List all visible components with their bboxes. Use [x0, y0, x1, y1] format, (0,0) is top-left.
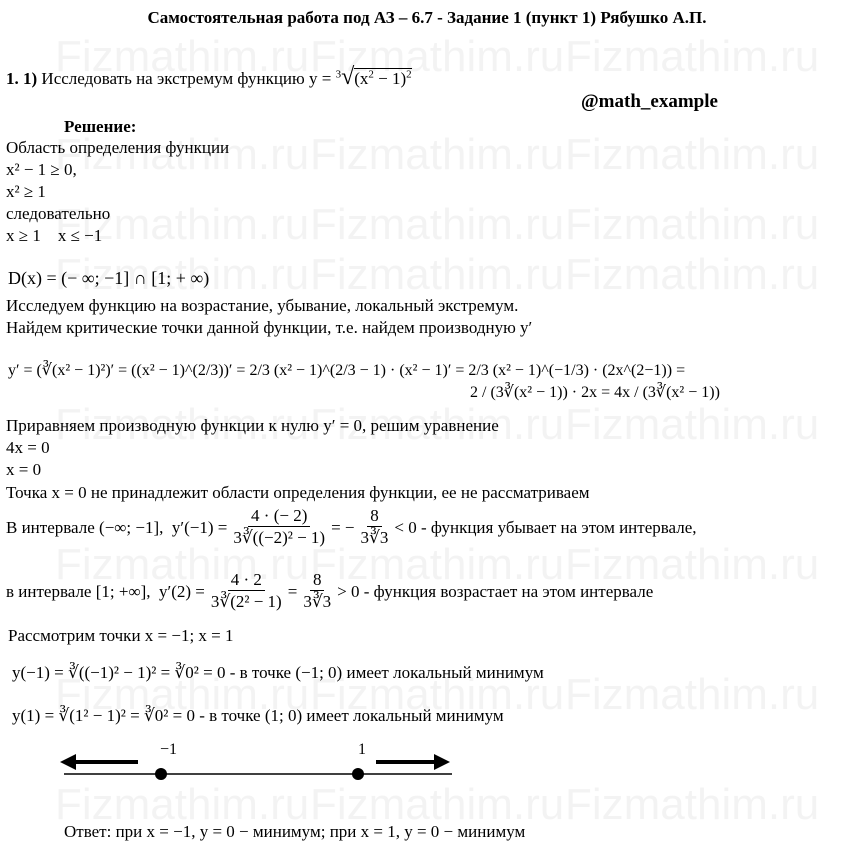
derivative-lhs: y′ =: [8, 362, 33, 379]
page-title: Самостоятельная работа под АЗ – 6.7 - Задание 1 (пункт 1) Рябушко А.П.: [147, 8, 707, 27]
point-one: [352, 768, 364, 780]
interval-2-num-2: 8: [310, 570, 325, 591]
interval-2-label: в интервале [1; +∞],: [6, 581, 151, 601]
consider-points-text: Рассмотрим точки x = −1; x = 1: [8, 626, 234, 645]
watermark: [565, 32, 819, 82]
derivative-step-2: 2/3 (x² − 1)^(2/3 − 1) · (x² − 1)′ = 2/3 (x² − 1)^(−1/3) · (2x^(2−1)) =: [249, 362, 686, 379]
derivative-line-2: [470, 384, 720, 402]
interval-2-den-2: 3∛3: [303, 592, 332, 612]
derivative-step-3: 2 / (3∛(x² − 1)) · 2x = 4x / (3∛(x² − 1)): [470, 384, 720, 401]
interval-2-fraction: [208, 570, 285, 613]
watermark: [310, 130, 564, 180]
task-text: Исследовать на экстремум функцию y =: [41, 69, 336, 88]
point-2-calc: y(1) = ∛(1² − 1)² = ∛0² = 0: [12, 706, 195, 725]
eq-1: 4x = 0: [6, 438, 50, 457]
channel-tag: @math_example: [581, 91, 718, 112]
derivative-line: [8, 362, 685, 380]
task-line: [6, 64, 412, 92]
point-2-text: - в точке (1; 0) имеет локальный минимум: [199, 706, 504, 725]
point-minus-one: [155, 768, 167, 780]
task-formula: $^3√(x^2 - 1)^2$: [335, 64, 412, 90]
interval-1-den-2: 3∛3: [360, 528, 389, 548]
consequently: следовательно: [6, 204, 111, 223]
eq-2: x = 0: [6, 460, 42, 479]
answer-text: Ответ: при x = −1, y = 0 − минимум; при x = 1, y = 0 − минимум: [64, 822, 526, 841]
axis-label-minus-one: −1: [160, 741, 178, 758]
interval-1-lhs: y′(−1) =: [171, 517, 228, 537]
ineq-1: x² − 1 ≥ 0,: [6, 160, 77, 179]
watermark: [565, 250, 819, 300]
number-line: [0, 740, 854, 800]
watermark: [565, 200, 819, 250]
interval-1-num-2: 8: [367, 506, 382, 527]
watermark: [565, 130, 819, 180]
watermark: [310, 200, 564, 250]
interval-1-fraction-2: [358, 506, 392, 549]
ineq-2: x² ≥ 1: [6, 182, 46, 201]
interval-2-num: 4 · 2: [228, 570, 265, 591]
watermark: [565, 670, 819, 720]
interval-1-den: 3∛((−2)² − 1): [233, 528, 326, 548]
point-1-text: - в точке (−1; 0) имеет локальный минимум: [229, 663, 544, 682]
interval-2-den: 3∛(2² − 1): [210, 592, 282, 612]
ineq-3: x ≥ 1 x ≤ −1: [6, 226, 103, 245]
domain-intro: Область определения функции: [6, 138, 230, 157]
investigate-text: Исследуем функцию на возрастание, убывание, локальный экстремум.: [6, 296, 519, 315]
watermark: [565, 400, 819, 450]
interval-2-lhs: y′(2) =: [158, 581, 205, 601]
interval-2-fraction-2: [300, 570, 334, 613]
point-1-line: [12, 663, 544, 683]
find-critical-text: Найдем критические точки данной функции, т.е. найдем производную y′: [6, 318, 533, 337]
interval-2-result: > 0 - функция возрастает на этом интервале: [337, 581, 654, 601]
interval-1: [6, 506, 697, 549]
not-in-domain-text: Точка x = 0 не принадлежит области определения функции, ее не рассматриваем: [6, 483, 590, 502]
point-2-line: [12, 706, 504, 726]
interval-1-label: В интервале (−∞; −1],: [6, 517, 164, 537]
interval-1-num: 4 · (− 2): [248, 506, 310, 527]
arrow-left-head: [60, 754, 76, 770]
interval-1-result: < 0 - функция убывает на этом интервале,: [394, 517, 697, 537]
solution-heading: Решение:: [64, 117, 137, 136]
watermark: [310, 250, 564, 300]
domain-formula: D(x) = (− ∞; −1] ∩ [1; + ∞): [8, 268, 210, 288]
interval-2: [6, 570, 653, 613]
interval-2-eq: =: [287, 581, 298, 601]
arrow-right-head: [434, 754, 450, 770]
task-number: 1. 1): [6, 69, 38, 88]
interval-1-eq: = −: [331, 517, 355, 537]
axis-label-one: 1: [358, 741, 366, 758]
interval-1-fraction: [230, 506, 328, 549]
derivative-step-1: (∛(x² − 1)²)′ = ((x² − 1)^(2/3))′ =: [36, 362, 246, 379]
point-1-calc: y(−1) = ∛((−1)² − 1)² = ∛0² = 0: [12, 663, 226, 682]
set-zero-text: Приравняем производную функции к нулю y′ = 0, решим уравнение: [6, 416, 499, 435]
